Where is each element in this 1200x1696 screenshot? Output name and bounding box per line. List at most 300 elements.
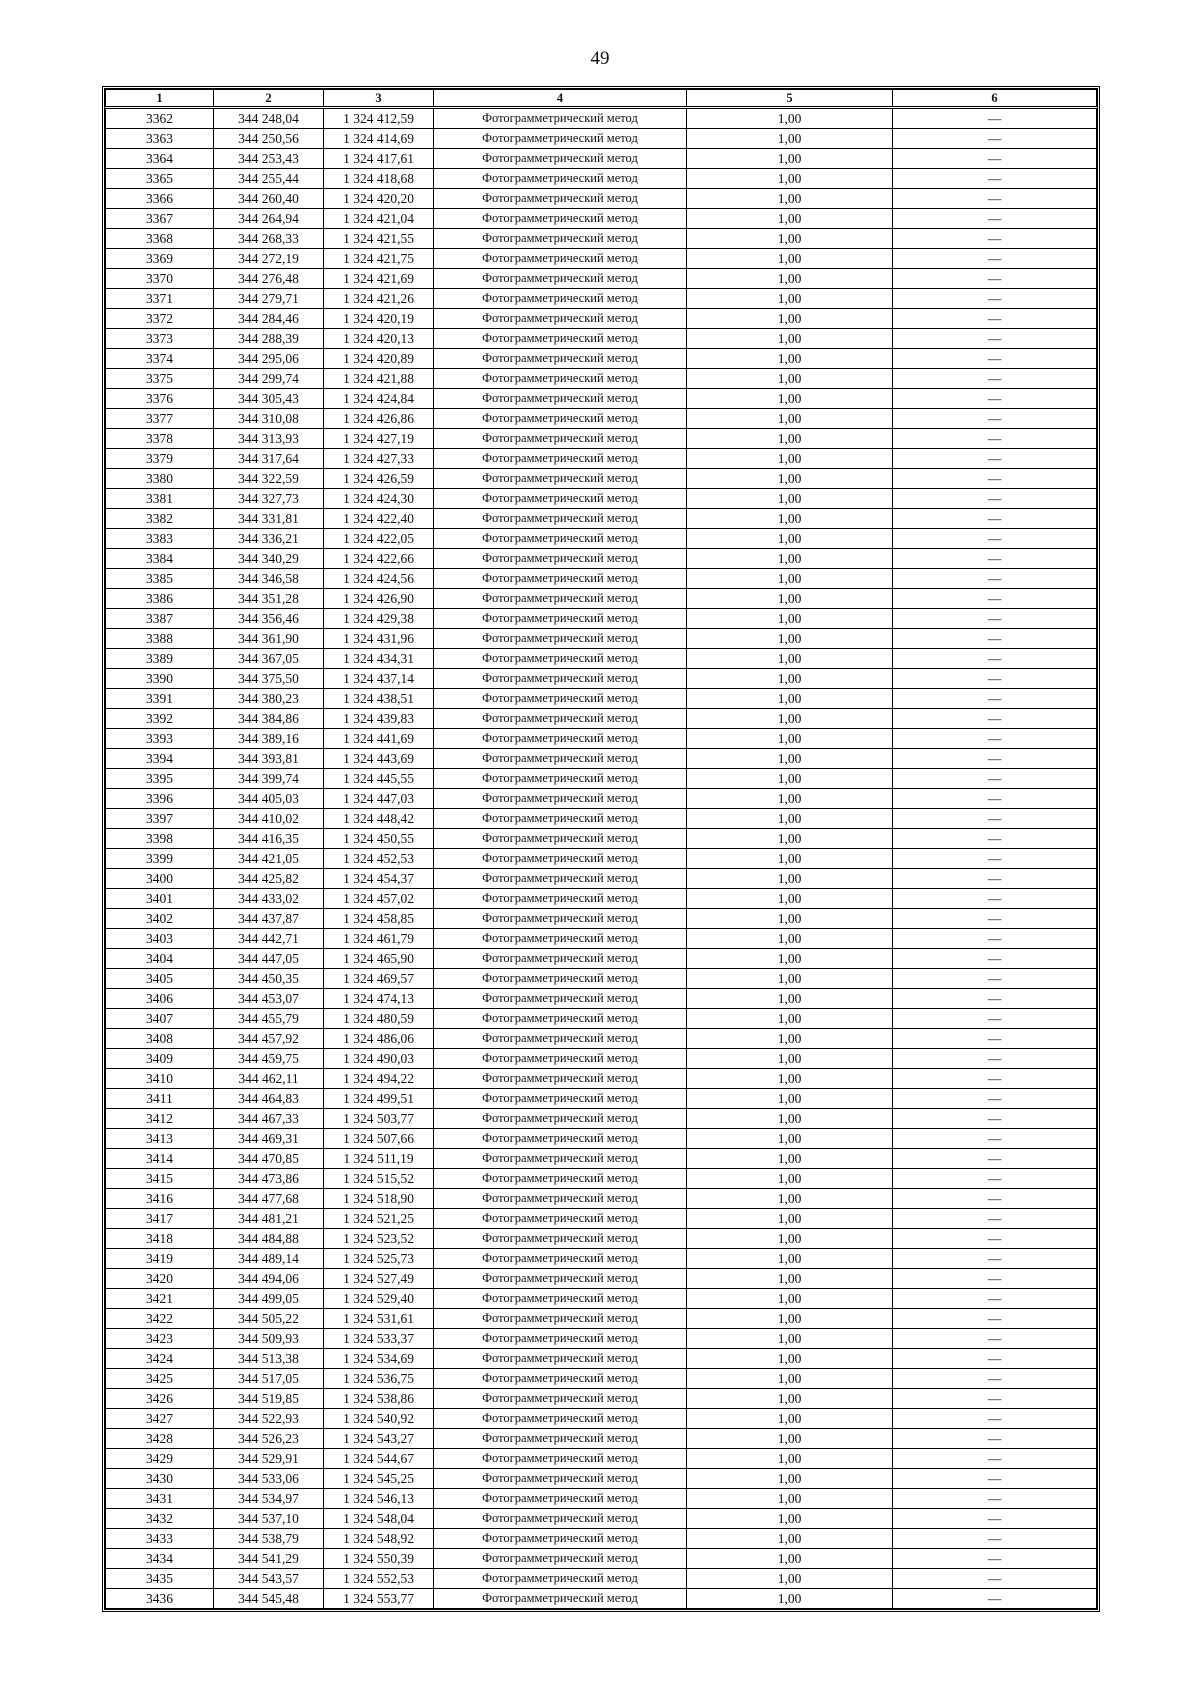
y-coordinate-cell: 1 324 511,19 (324, 1149, 434, 1169)
y-coordinate-cell: 1 324 418,68 (324, 169, 434, 189)
point-number-cell: 3396 (106, 789, 214, 809)
note-cell: — (893, 1469, 1097, 1489)
table-row (106, 1109, 1097, 1129)
note-cell: — (893, 989, 1097, 1009)
x-coordinate-cell: 344 481,21 (214, 1209, 324, 1229)
accuracy-cell: 1,00 (687, 1529, 893, 1549)
y-coordinate-cell: 1 324 420,19 (324, 309, 434, 329)
note-cell: — (893, 1109, 1097, 1129)
method-cell: Фотограмметрический метод (434, 1569, 687, 1589)
x-coordinate-cell: 344 380,23 (214, 689, 324, 709)
method-cell: Фотограмметрический метод (434, 1549, 687, 1569)
method-cell: Фотограмметрический метод (434, 1449, 687, 1469)
coordinates-table (105, 89, 1097, 1609)
table-row (106, 1529, 1097, 1549)
point-number-cell: 3415 (106, 1169, 214, 1189)
point-number-cell: 3407 (106, 1009, 214, 1029)
method-cell: Фотограмметрический метод (434, 1009, 687, 1029)
y-coordinate-cell: 1 324 450,55 (324, 829, 434, 849)
x-coordinate-cell: 344 453,07 (214, 989, 324, 1009)
y-coordinate-cell: 1 324 448,42 (324, 809, 434, 829)
table-body (106, 108, 1097, 1609)
method-cell: Фотограмметрический метод (434, 969, 687, 989)
point-number-cell: 3398 (106, 829, 214, 849)
method-cell: Фотограмметрический метод (434, 1369, 687, 1389)
y-coordinate-cell: 1 324 421,88 (324, 369, 434, 389)
point-number-cell: 3424 (106, 1349, 214, 1369)
x-coordinate-cell: 344 433,02 (214, 889, 324, 909)
y-coordinate-cell: 1 324 515,52 (324, 1169, 434, 1189)
note-cell: — (893, 1229, 1097, 1249)
table-row (106, 1389, 1097, 1409)
table-row (106, 589, 1097, 609)
note-cell: — (893, 1129, 1097, 1149)
table-row (106, 869, 1097, 889)
note-cell: — (893, 829, 1097, 849)
table-row (106, 629, 1097, 649)
table-row (106, 349, 1097, 369)
x-coordinate-cell: 344 322,59 (214, 469, 324, 489)
table-header-row (106, 90, 1097, 108)
y-coordinate-cell: 1 324 457,02 (324, 889, 434, 909)
note-cell: — (893, 1169, 1097, 1189)
accuracy-cell: 1,00 (687, 1109, 893, 1129)
accuracy-cell: 1,00 (687, 849, 893, 869)
point-number-cell: 3419 (106, 1249, 214, 1269)
point-number-cell: 3387 (106, 609, 214, 629)
table-row (106, 929, 1097, 949)
note-cell: — (893, 749, 1097, 769)
accuracy-cell: 1,00 (687, 449, 893, 469)
accuracy-cell: 1,00 (687, 1129, 893, 1149)
note-cell: — (893, 769, 1097, 789)
method-cell: Фотограмметрический метод (434, 709, 687, 729)
accuracy-cell: 1,00 (687, 149, 893, 169)
note-cell: — (893, 609, 1097, 629)
accuracy-cell: 1,00 (687, 729, 893, 749)
note-cell: — (893, 149, 1097, 169)
table-row (106, 809, 1097, 829)
y-coordinate-cell: 1 324 529,40 (324, 1289, 434, 1309)
accuracy-cell: 1,00 (687, 1289, 893, 1309)
point-number-cell: 3405 (106, 969, 214, 989)
table-row (106, 1589, 1097, 1609)
point-number-cell: 3395 (106, 769, 214, 789)
x-coordinate-cell: 344 336,21 (214, 529, 324, 549)
x-coordinate-cell: 344 462,11 (214, 1069, 324, 1089)
point-number-cell: 3372 (106, 309, 214, 329)
note-cell: — (893, 509, 1097, 529)
y-coordinate-cell: 1 324 548,04 (324, 1509, 434, 1529)
x-coordinate-cell: 344 416,35 (214, 829, 324, 849)
accuracy-cell: 1,00 (687, 1069, 893, 1089)
y-coordinate-cell: 1 324 494,22 (324, 1069, 434, 1089)
accuracy-cell: 1,00 (687, 1269, 893, 1289)
accuracy-cell: 1,00 (687, 589, 893, 609)
table-row (106, 1269, 1097, 1289)
x-coordinate-cell: 344 538,79 (214, 1529, 324, 1549)
method-cell: Фотограмметрический метод (434, 349, 687, 369)
point-number-cell: 3418 (106, 1229, 214, 1249)
table-row (106, 549, 1097, 569)
x-coordinate-cell: 344 457,92 (214, 1029, 324, 1049)
x-coordinate-cell: 344 367,05 (214, 649, 324, 669)
table-row (106, 1049, 1097, 1069)
point-number-cell: 3362 (106, 108, 214, 129)
method-cell: Фотограмметрический метод (434, 1169, 687, 1189)
note-cell: — (893, 529, 1097, 549)
accuracy-cell: 1,00 (687, 108, 893, 129)
method-cell: Фотограмметрический метод (434, 569, 687, 589)
x-coordinate-cell: 344 541,29 (214, 1549, 324, 1569)
accuracy-cell: 1,00 (687, 469, 893, 489)
method-cell: Фотограмметрический метод (434, 669, 687, 689)
method-cell: Фотограмметрический метод (434, 1349, 687, 1369)
point-number-cell: 3401 (106, 889, 214, 909)
table-row (106, 1549, 1097, 1569)
note-cell: — (893, 269, 1097, 289)
method-cell: Фотограмметрический метод (434, 1429, 687, 1449)
y-coordinate-cell: 1 324 421,04 (324, 209, 434, 229)
note-cell: — (893, 369, 1097, 389)
method-cell: Фотограмметрический метод (434, 1029, 687, 1049)
note-cell: — (893, 1389, 1097, 1409)
x-coordinate-cell: 344 543,57 (214, 1569, 324, 1589)
point-number-cell: 3423 (106, 1329, 214, 1349)
point-number-cell: 3432 (106, 1509, 214, 1529)
x-coordinate-cell: 344 505,22 (214, 1309, 324, 1329)
method-cell: Фотограмметрический метод (434, 1389, 687, 1409)
method-cell: Фотограмметрический метод (434, 1589, 687, 1609)
point-number-cell: 3414 (106, 1149, 214, 1169)
x-coordinate-cell: 344 279,71 (214, 289, 324, 309)
method-cell: Фотограмметрический метод (434, 169, 687, 189)
point-number-cell: 3421 (106, 1289, 214, 1309)
table-row (106, 1169, 1097, 1189)
table-row (106, 609, 1097, 629)
accuracy-cell: 1,00 (687, 1009, 893, 1029)
point-number-cell: 3436 (106, 1589, 214, 1609)
accuracy-cell: 1,00 (687, 309, 893, 329)
table-row (106, 249, 1097, 269)
point-number-cell: 3435 (106, 1569, 214, 1589)
accuracy-cell: 1,00 (687, 689, 893, 709)
accuracy-cell: 1,00 (687, 189, 893, 209)
table-row (106, 229, 1097, 249)
y-coordinate-cell: 1 324 550,39 (324, 1549, 434, 1569)
point-number-cell: 3384 (106, 549, 214, 569)
y-coordinate-cell: 1 324 490,03 (324, 1049, 434, 1069)
accuracy-cell: 1,00 (687, 329, 893, 349)
table-row (106, 569, 1097, 589)
table-row (106, 108, 1097, 129)
accuracy-cell: 1,00 (687, 1429, 893, 1449)
method-cell: Фотограмметрический метод (434, 1309, 687, 1329)
note-cell: — (893, 909, 1097, 929)
x-coordinate-cell: 344 526,23 (214, 1429, 324, 1449)
x-coordinate-cell: 344 469,31 (214, 1129, 324, 1149)
x-coordinate-cell: 344 464,83 (214, 1089, 324, 1109)
method-cell: Фотограмметрический метод (434, 1189, 687, 1209)
method-cell: Фотограмметрический метод (434, 849, 687, 869)
x-coordinate-cell: 344 351,28 (214, 589, 324, 609)
note-cell: — (893, 589, 1097, 609)
y-coordinate-cell: 1 324 507,66 (324, 1129, 434, 1149)
method-cell: Фотограмметрический метод (434, 129, 687, 149)
y-coordinate-cell: 1 324 503,77 (324, 1109, 434, 1129)
method-cell: Фотограмметрический метод (434, 329, 687, 349)
accuracy-cell: 1,00 (687, 1049, 893, 1069)
x-coordinate-cell: 344 522,93 (214, 1409, 324, 1429)
table-row (106, 909, 1097, 929)
x-coordinate-cell: 344 268,33 (214, 229, 324, 249)
column-header-1: 1 (106, 90, 214, 108)
column-header-2: 2 (214, 90, 324, 108)
column-header-4: 4 (434, 90, 687, 108)
y-coordinate-cell: 1 324 424,84 (324, 389, 434, 409)
x-coordinate-cell: 344 519,85 (214, 1389, 324, 1409)
method-cell: Фотограмметрический метод (434, 809, 687, 829)
point-number-cell: 3391 (106, 689, 214, 709)
method-cell: Фотограмметрический метод (434, 829, 687, 849)
x-coordinate-cell: 344 442,71 (214, 929, 324, 949)
accuracy-cell: 1,00 (687, 709, 893, 729)
y-coordinate-cell: 1 324 421,69 (324, 269, 434, 289)
note-cell: — (893, 1089, 1097, 1109)
method-cell: Фотограмметрический метод (434, 989, 687, 1009)
x-coordinate-cell: 344 489,14 (214, 1249, 324, 1269)
accuracy-cell: 1,00 (687, 249, 893, 269)
table-row (106, 1089, 1097, 1109)
point-number-cell: 3373 (106, 329, 214, 349)
note-cell: — (893, 1509, 1097, 1529)
note-cell: — (893, 969, 1097, 989)
y-coordinate-cell: 1 324 424,30 (324, 489, 434, 509)
table-row (106, 1429, 1097, 1449)
y-coordinate-cell: 1 324 426,90 (324, 589, 434, 609)
note-cell: — (893, 489, 1097, 509)
note-cell: — (893, 1569, 1097, 1589)
note-cell: — (893, 1209, 1097, 1229)
note-cell: — (893, 108, 1097, 129)
accuracy-cell: 1,00 (687, 529, 893, 549)
accuracy-cell: 1,00 (687, 1189, 893, 1209)
method-cell: Фотограмметрический метод (434, 249, 687, 269)
method-cell: Фотограмметрический метод (434, 649, 687, 669)
x-coordinate-cell: 344 421,05 (214, 849, 324, 869)
point-number-cell: 3413 (106, 1129, 214, 1149)
y-coordinate-cell: 1 324 422,05 (324, 529, 434, 549)
accuracy-cell: 1,00 (687, 1209, 893, 1229)
note-cell: — (893, 1329, 1097, 1349)
accuracy-cell: 1,00 (687, 1409, 893, 1429)
accuracy-cell: 1,00 (687, 1489, 893, 1509)
table-row (106, 949, 1097, 969)
table-row (106, 829, 1097, 849)
point-number-cell: 3378 (106, 429, 214, 449)
method-cell: Фотограмметрический метод (434, 909, 687, 929)
note-cell: — (893, 1149, 1097, 1169)
x-coordinate-cell: 344 253,43 (214, 149, 324, 169)
accuracy-cell: 1,00 (687, 1589, 893, 1609)
table-row (106, 1009, 1097, 1029)
y-coordinate-cell: 1 324 420,89 (324, 349, 434, 369)
table-row (106, 1489, 1097, 1509)
note-cell: — (893, 1449, 1097, 1469)
accuracy-cell: 1,00 (687, 1329, 893, 1349)
point-number-cell: 3417 (106, 1209, 214, 1229)
x-coordinate-cell: 344 467,33 (214, 1109, 324, 1129)
note-cell: — (893, 1269, 1097, 1289)
note-cell: — (893, 889, 1097, 909)
x-coordinate-cell: 344 393,81 (214, 749, 324, 769)
point-number-cell: 3411 (106, 1089, 214, 1109)
table-row (106, 129, 1097, 149)
table-row (106, 429, 1097, 449)
table-row (106, 1229, 1097, 1249)
y-coordinate-cell: 1 324 461,79 (324, 929, 434, 949)
method-cell: Фотограмметрический метод (434, 549, 687, 569)
note-cell: — (893, 1049, 1097, 1069)
table-row (106, 969, 1097, 989)
note-cell: — (893, 329, 1097, 349)
point-number-cell: 3426 (106, 1389, 214, 1409)
note-cell: — (893, 709, 1097, 729)
x-coordinate-cell: 344 509,93 (214, 1329, 324, 1349)
x-coordinate-cell: 344 533,06 (214, 1469, 324, 1489)
accuracy-cell: 1,00 (687, 1249, 893, 1269)
method-cell: Фотограмметрический метод (434, 949, 687, 969)
point-number-cell: 3382 (106, 509, 214, 529)
x-coordinate-cell: 344 437,87 (214, 909, 324, 929)
table-row (106, 689, 1097, 709)
x-coordinate-cell: 344 299,74 (214, 369, 324, 389)
x-coordinate-cell: 344 327,73 (214, 489, 324, 509)
x-coordinate-cell: 344 272,19 (214, 249, 324, 269)
table-row (106, 1469, 1097, 1489)
point-number-cell: 3385 (106, 569, 214, 589)
y-coordinate-cell: 1 324 469,57 (324, 969, 434, 989)
point-number-cell: 3403 (106, 929, 214, 949)
table-row (106, 789, 1097, 809)
x-coordinate-cell: 344 537,10 (214, 1509, 324, 1529)
method-cell: Фотограмметрический метод (434, 1509, 687, 1529)
y-coordinate-cell: 1 324 458,85 (324, 909, 434, 929)
table-row (106, 489, 1097, 509)
table-row (106, 849, 1097, 869)
x-coordinate-cell: 344 477,68 (214, 1189, 324, 1209)
point-number-cell: 3392 (106, 709, 214, 729)
method-cell: Фотограмметрический метод (434, 1109, 687, 1129)
note-cell: — (893, 1309, 1097, 1329)
accuracy-cell: 1,00 (687, 1369, 893, 1389)
table-row (106, 1349, 1097, 1369)
table-row (106, 1409, 1097, 1429)
y-coordinate-cell: 1 324 523,52 (324, 1229, 434, 1249)
method-cell: Фотограмметрический метод (434, 389, 687, 409)
y-coordinate-cell: 1 324 421,55 (324, 229, 434, 249)
method-cell: Фотограмметрический метод (434, 1129, 687, 1149)
table-row (106, 1569, 1097, 1589)
table-row (106, 409, 1097, 429)
x-coordinate-cell: 344 399,74 (214, 769, 324, 789)
accuracy-cell: 1,00 (687, 1549, 893, 1569)
accuracy-cell: 1,00 (687, 369, 893, 389)
table-row (106, 1369, 1097, 1389)
table-row (106, 369, 1097, 389)
point-number-cell: 3409 (106, 1049, 214, 1069)
method-cell: Фотограмметрический метод (434, 409, 687, 429)
x-coordinate-cell: 344 260,40 (214, 189, 324, 209)
y-coordinate-cell: 1 324 447,03 (324, 789, 434, 809)
note-cell: — (893, 1429, 1097, 1449)
table-row (106, 529, 1097, 549)
note-cell: — (893, 1249, 1097, 1269)
point-number-cell: 3371 (106, 289, 214, 309)
note-cell: — (893, 1369, 1097, 1389)
y-coordinate-cell: 1 324 424,56 (324, 569, 434, 589)
y-coordinate-cell: 1 324 486,06 (324, 1029, 434, 1049)
method-cell: Фотограмметрический метод (434, 609, 687, 629)
x-coordinate-cell: 344 255,44 (214, 169, 324, 189)
x-coordinate-cell: 344 310,08 (214, 409, 324, 429)
point-number-cell: 3397 (106, 809, 214, 829)
x-coordinate-cell: 344 455,79 (214, 1009, 324, 1029)
y-coordinate-cell: 1 324 521,25 (324, 1209, 434, 1229)
point-number-cell: 3430 (106, 1469, 214, 1489)
accuracy-cell: 1,00 (687, 569, 893, 589)
accuracy-cell: 1,00 (687, 549, 893, 569)
note-cell: — (893, 1409, 1097, 1429)
note-cell: — (893, 1529, 1097, 1549)
y-coordinate-cell: 1 324 441,69 (324, 729, 434, 749)
point-number-cell: 3363 (106, 129, 214, 149)
y-coordinate-cell: 1 324 429,38 (324, 609, 434, 629)
note-cell: — (893, 809, 1097, 829)
x-coordinate-cell: 344 288,39 (214, 329, 324, 349)
x-coordinate-cell: 344 284,46 (214, 309, 324, 329)
accuracy-cell: 1,00 (687, 1309, 893, 1329)
column-header-6: 6 (893, 90, 1097, 108)
y-coordinate-cell: 1 324 499,51 (324, 1089, 434, 1109)
y-coordinate-cell: 1 324 427,33 (324, 449, 434, 469)
accuracy-cell: 1,00 (687, 749, 893, 769)
point-number-cell: 3394 (106, 749, 214, 769)
y-coordinate-cell: 1 324 548,92 (324, 1529, 434, 1549)
accuracy-cell: 1,00 (687, 1169, 893, 1189)
note-cell: — (893, 249, 1097, 269)
accuracy-cell: 1,00 (687, 389, 893, 409)
y-coordinate-cell: 1 324 465,90 (324, 949, 434, 969)
point-number-cell: 3364 (106, 149, 214, 169)
point-number-cell: 3379 (106, 449, 214, 469)
column-header-5: 5 (687, 90, 893, 108)
y-coordinate-cell: 1 324 525,73 (324, 1249, 434, 1269)
method-cell: Фотограмметрический метод (434, 1049, 687, 1069)
table-row (106, 1189, 1097, 1209)
table-row (106, 649, 1097, 669)
method-cell: Фотограмметрический метод (434, 869, 687, 889)
x-coordinate-cell: 344 331,81 (214, 509, 324, 529)
point-number-cell: 3389 (106, 649, 214, 669)
accuracy-cell: 1,00 (687, 909, 893, 929)
accuracy-cell: 1,00 (687, 889, 893, 909)
point-number-cell: 3370 (106, 269, 214, 289)
column-header-3: 3 (324, 90, 434, 108)
table-row (106, 1449, 1097, 1469)
method-cell: Фотограмметрический метод (434, 209, 687, 229)
point-number-cell: 3431 (106, 1489, 214, 1509)
